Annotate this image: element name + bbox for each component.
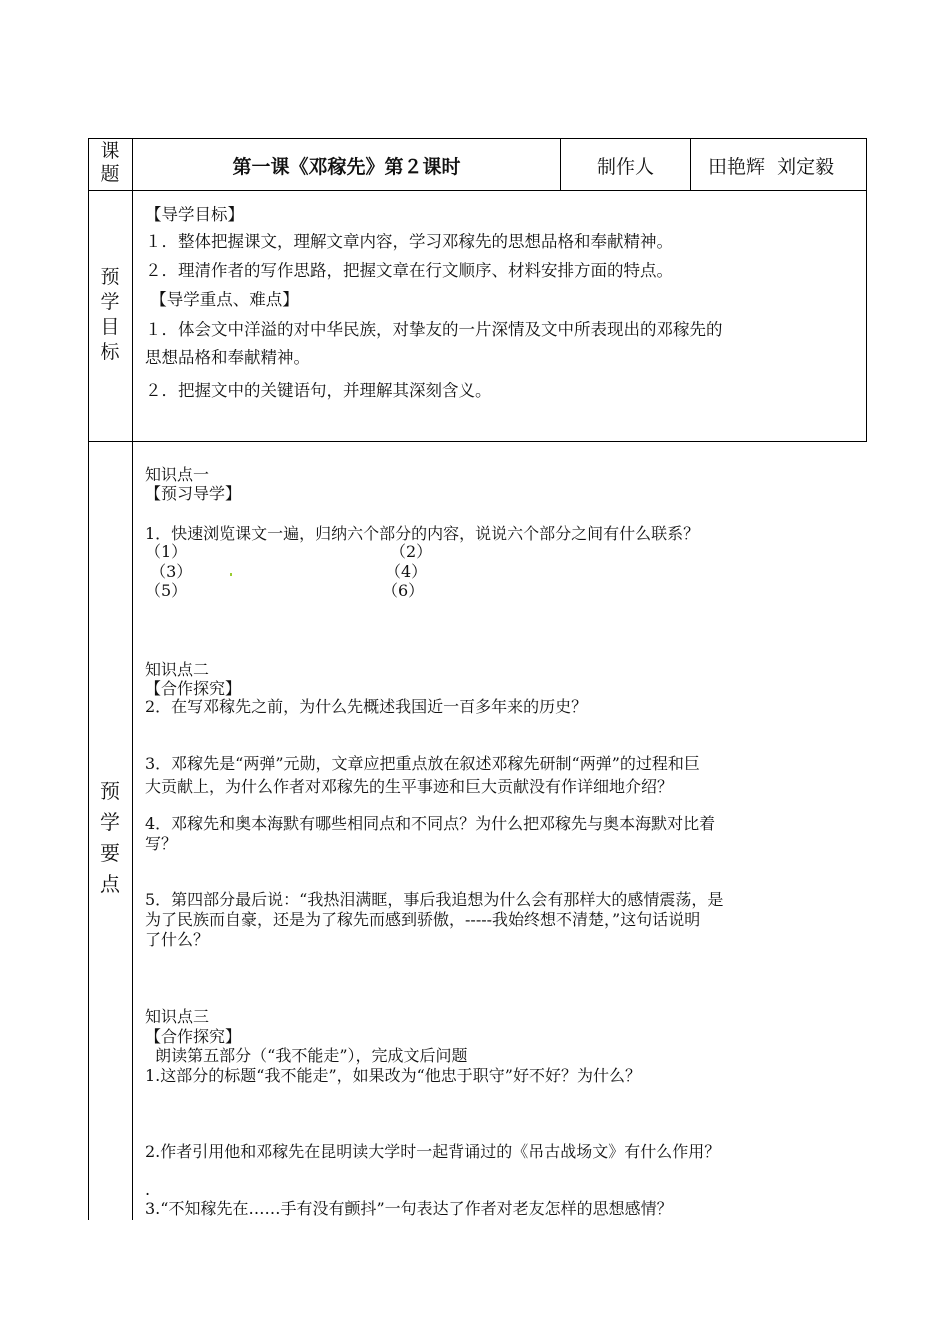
main-label-char: 点 [100, 872, 120, 896]
table-right-border [866, 138, 867, 442]
maker-label: 制作人 [596, 156, 654, 178]
goals-label-char: 标 [100, 341, 120, 363]
answer-slot: （3） [145, 562, 193, 581]
row-divider-2 [88, 441, 867, 442]
answer-slot: （1） [145, 542, 188, 561]
key-point-item: ２．把握文中的关键语句，并理解其深刻含义。 [145, 381, 492, 400]
section-title: 知识点三 [145, 1007, 210, 1026]
question-text: 大贡献上，为什么作者对邓稼先的生平事迹和巨大贡献没有作详细地介绍？ [145, 777, 674, 796]
section-subtitle: 【预习导学】 [145, 484, 242, 503]
label-column-divider [132, 138, 133, 1220]
stray-mark [230, 573, 232, 576]
question-text: 2．在写邓稼先之前，为什么先概述我国近一百多年来的历史？ [145, 697, 588, 716]
question-text: 1.这部分的标题“我不能走”，如果改为“他忠于职守”好不好？为什么？ [145, 1066, 641, 1085]
key-points-heading: 【导学重点、难点】 [145, 290, 299, 309]
row-divider-1 [88, 190, 867, 191]
question-text: 3．邓稼先是“两弹”元勋，文章应把重点放在叙述邓稼先研制“两弹”的过程和巨 [145, 754, 700, 773]
instruction-text: 朗读第五部分（“我不能走”），完成文后问题 [145, 1046, 468, 1065]
table-top-border [88, 138, 867, 139]
section-subtitle: 【合作探究】 [145, 1027, 242, 1046]
main-label-char: 预 [100, 779, 120, 803]
question-text: 了什么？ [145, 930, 210, 949]
goal-item: １．整体把握课文，理解文章内容，学习邓稼先的思想品格和奉献精神。 [145, 232, 673, 251]
stray-period: . [145, 1180, 151, 1199]
lesson-label-char: 题 [100, 163, 120, 185]
answer-slot: （5） [145, 581, 188, 600]
question-text: 3.“不知稼先在……手有没有颤抖”一句表达了作者对老友怎样的思想感情？ [145, 1199, 673, 1218]
answer-slot: （6） [382, 581, 425, 600]
answer-slot: （4） [385, 562, 428, 581]
goals-label-char: 目 [100, 316, 120, 338]
question-text: 为了民族而自豪，还是为了稼先而感到骄傲，-----我始终想不清楚，”这句话说明 [145, 910, 701, 929]
goal-item: ２．理清作者的写作思路，把握文章在行文顺序、材料安排方面的特点。 [145, 261, 673, 280]
goals-label-char: 学 [100, 291, 120, 313]
question-text: 写？ [145, 834, 178, 853]
section-title: 知识点二 [145, 660, 210, 679]
main-label [88, 776, 132, 900]
question-text: 4．邓稼先和奥本海默有哪些相同点和不同点？为什么把邓稼先与奥本海默对比着 [145, 814, 716, 833]
goals-heading: 【导学目标】 [145, 205, 244, 224]
goals-label [88, 265, 132, 365]
section-subtitle: 【合作探究】 [145, 679, 242, 698]
question-text: 1．快速浏览课文一遍，归纳六个部分的内容，说说六个部分之间有什么联系？ [145, 524, 700, 543]
maker-names: 田艳辉 刘定毅 [708, 156, 835, 178]
lesson-label [88, 140, 132, 186]
main-label-char: 要 [100, 841, 120, 865]
key-point-item: 思想品格和奉献精神。 [145, 348, 310, 367]
section-title: 知识点一 [145, 465, 210, 484]
answer-slot: （2） [390, 542, 433, 561]
goals-label-char: 预 [100, 266, 120, 288]
lesson-label-char: 课 [100, 140, 120, 162]
header-divider-maker [690, 138, 691, 191]
main-label-char: 学 [100, 810, 120, 834]
key-point-item: １．体会文中洋溢的对中华民族，对挚友的一片深情及文中所表现出的邓稼先的 [145, 320, 723, 339]
question-text: 2.作者引用他和邓稼先在昆明读大学时一起背诵过的《吊古战场文》有什么作用？ [145, 1142, 721, 1161]
question-text: 5．第四部分最后说：“我热泪满眶，事后我追想为什么会有那样大的感情震荡，是 [145, 890, 724, 909]
lesson-title: 第一课《邓稼先》第２课时 [232, 156, 461, 178]
